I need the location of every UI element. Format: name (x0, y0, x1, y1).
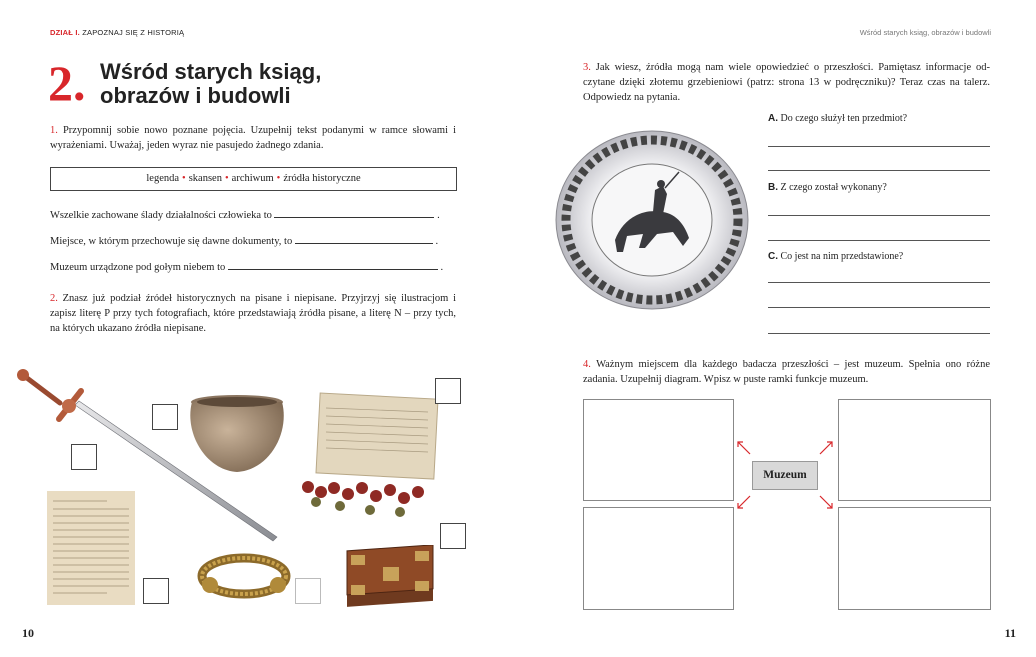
fill-sentence-2 (50, 236, 438, 247)
question-b (768, 182, 887, 193)
page-number-left: 10 (22, 626, 34, 640)
answer-line-c3[interactable] (768, 333, 990, 334)
word-1: legenda (146, 173, 180, 184)
old-book-image (345, 545, 437, 611)
question-c-letter: C. (768, 251, 778, 262)
question-b-letter: B. (768, 182, 778, 193)
answer-line-a2[interactable] (768, 170, 990, 171)
arrow-top-left (738, 442, 750, 454)
sentence-2-end: . (435, 236, 439, 247)
answer-box-letter[interactable] (143, 578, 169, 604)
question-a-text: Do czego służył ten przedmiot? (780, 113, 908, 124)
arrow-bottom-left (738, 496, 750, 508)
diagram-arrows (730, 430, 840, 520)
question-c-text: Co jest na nim przedstawione? (780, 251, 904, 262)
chapter-title-line1: Wśród starych ksiąg, (100, 59, 322, 84)
task4-text: Ważnym miejscem dla każdego badacza przeszłości – jest muzeum. Spełnia ono różne zadania. Uzupełnij diagram. Wpisz w puste ramki funkcje muzeum. (583, 359, 990, 385)
diagram-box-top-left[interactable] (583, 399, 734, 501)
answer-line-b1[interactable] (768, 215, 990, 216)
word-2: skansen (188, 173, 222, 184)
torc-bracelet-image (196, 551, 292, 601)
task2-text: Znasz już podział źródeł historycznych na pisane i niepisane. Przyjrzyj się ilustracjom i zapisz literę P przy tych fotografiach, które przedstawiają źródła pisane, a literę N – przy tych, na których ukazano źródła niepisane. (50, 293, 456, 334)
task4-instruction (583, 357, 990, 387)
question-a (768, 113, 907, 124)
task2-instruction (50, 291, 456, 336)
section-title: ZAPOZNAJ SIĘ Z HISTORIĄ (82, 28, 185, 37)
word-3: archiwum (231, 173, 274, 184)
task1-instruction (50, 123, 456, 153)
section-label: DZIAŁ I. (50, 28, 80, 37)
page-number-right: 11 (1004, 626, 1016, 640)
diagram-box-bottom-right[interactable] (838, 507, 991, 610)
fill-sentence-3 (50, 262, 443, 273)
answer-line-c1[interactable] (768, 282, 990, 283)
sentence-1-text: Wszelkie zachowane ślady działalności człowieka to (50, 210, 272, 221)
question-c (768, 251, 903, 262)
answer-box-sword[interactable] (71, 444, 97, 470)
diagram-box-top-right[interactable] (838, 399, 991, 501)
arrow-top-right (820, 442, 832, 454)
fill-sentence-1 (50, 210, 440, 221)
task4-number: 4. (583, 359, 591, 370)
answer-line-a1[interactable] (768, 146, 990, 147)
chapter-title (100, 60, 321, 108)
sentence-3-text: Muzeum urządzone pod gołym niebem to (50, 262, 226, 273)
answer-box-pot[interactable] (152, 404, 178, 430)
running-title: Wśród starych ksiąg, obrazów i budowli (859, 28, 991, 37)
sentence-2-text: Miejsce, w którym przechowuje się dawne dokumenty, to (50, 236, 293, 247)
arrow-bottom-right (820, 496, 832, 508)
answer-line-c2[interactable] (768, 307, 990, 308)
task3-text: Jak wiesz, źródła mogą nam wiele opowiedzieć o przeszłości. Pamiętasz informacje odczytane dzięki złotemu grzebieniowi (patrz: strona 13 w podręczniku)? Teraz czas na talerz. Odpowiedz na pytania. (583, 62, 991, 103)
decorated-plate-image (553, 128, 751, 312)
answer-line-b2[interactable] (768, 240, 990, 241)
clay-pot-image (180, 392, 295, 477)
handwritten-letter-image (47, 491, 135, 605)
answer-box-book[interactable] (440, 523, 466, 549)
answer-blank-3[interactable] (228, 269, 438, 270)
question-a-letter: A. (768, 113, 778, 124)
chapter-title-line2: obrazów i budowli (100, 83, 291, 108)
parchment-with-seals-image (296, 392, 441, 522)
answer-blank-2[interactable] (295, 243, 433, 244)
task1-number: 1. (50, 125, 58, 136)
word-bank: legenda • skansen • archiwum • źródła historyczne (50, 167, 457, 191)
question-b-text: Z czego został wykonany? (780, 182, 887, 193)
diagram-box-bottom-left[interactable] (583, 507, 734, 610)
answer-box-bracelet[interactable] (295, 578, 321, 604)
task3-number: 3. (583, 62, 591, 73)
word-4: źródła historyczne (283, 173, 361, 184)
section-header (50, 28, 184, 37)
answer-blank-1[interactable] (274, 217, 434, 218)
task2-number: 2. (50, 293, 58, 304)
task1-text: Przypomnij sobie nowo poznane pojęcia. Uzupełnij tekst podanymi w ramce słowami i wyrażeniami. Uważaj, jeden wyraz nie pasujedo żadnego zdania. (50, 125, 456, 151)
chapter-number: 2. (48, 55, 86, 111)
museum-center-box: Muzeum (752, 461, 818, 490)
sentence-3-end: . (440, 262, 444, 273)
sentence-1-end: . (437, 210, 440, 221)
answer-box-parchment[interactable] (435, 378, 461, 404)
task3-instruction (583, 60, 990, 105)
